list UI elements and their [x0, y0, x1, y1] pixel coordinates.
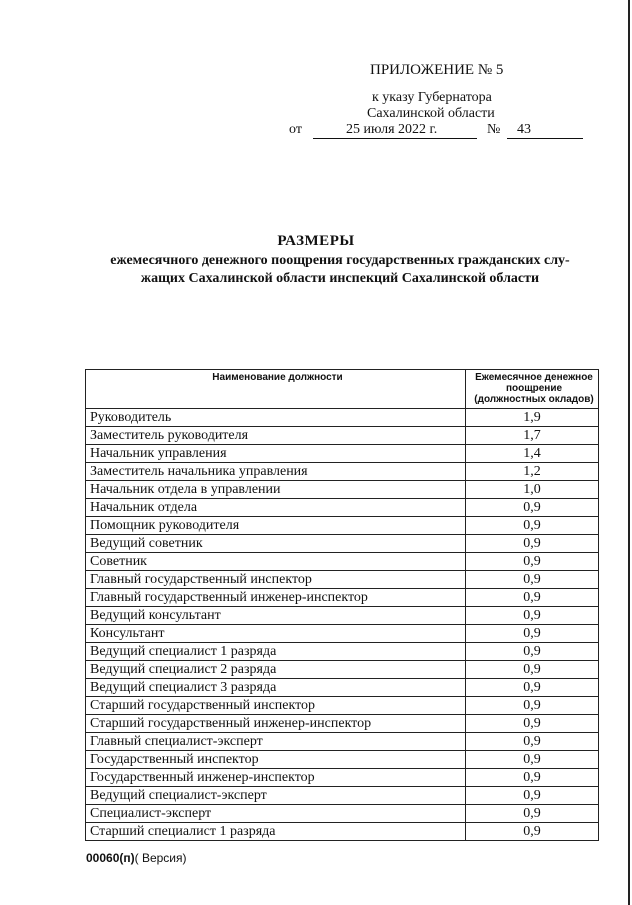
position-name-cell: Специалист-эксперт: [86, 805, 466, 823]
position-name-cell: Старший специалист 1 разряда: [86, 823, 466, 841]
table-row: [86, 445, 599, 463]
position-name-cell: Ведущий специалист 2 разряда: [86, 661, 466, 679]
table-row: [86, 607, 599, 625]
position-name-cell: Помощник руководителя: [86, 517, 466, 535]
table-row: [86, 733, 599, 751]
table-row: [86, 769, 599, 787]
subtitle-line-2: жащих Сахалинской области инспекций Сахалинской области: [140, 271, 540, 286]
attachment-label: ПРИЛОЖЕНИЕ № 5: [370, 62, 504, 78]
position-name-cell: Советник: [86, 553, 466, 571]
bonus-value-cell: 0,9: [466, 517, 599, 535]
decree-reference: [367, 90, 495, 122]
table-row: [86, 625, 599, 643]
position-name-cell: Главный государственный инспектор: [86, 571, 466, 589]
position-name-cell: Начальник управления: [86, 445, 466, 463]
table-header-row: [86, 370, 599, 409]
table-row: [86, 589, 599, 607]
position-name-cell: Руководитель: [86, 409, 466, 427]
bonus-value-cell: 0,9: [466, 571, 599, 589]
bonus-value-cell: 1,4: [466, 445, 599, 463]
bonus-value-cell: 0,9: [466, 607, 599, 625]
bonus-value-cell: 0,9: [466, 553, 599, 571]
bonus-value-cell: 0,9: [466, 787, 599, 805]
number-label: №: [487, 122, 501, 137]
table-row: [86, 499, 599, 517]
bonus-value-cell: 0,9: [466, 625, 599, 643]
position-name-cell: Ведущий советник: [86, 535, 466, 553]
bonus-value-cell: 1,7: [466, 427, 599, 445]
table-row: [86, 661, 599, 679]
table-row: [86, 643, 599, 661]
position-name-cell: Ведущий консультант: [86, 607, 466, 625]
bonus-value-cell: 0,9: [466, 535, 599, 553]
bonus-value-cell: 0,9: [466, 697, 599, 715]
position-name-cell: Начальник отдела в управлении: [86, 481, 466, 499]
bonus-value-cell: 0,9: [466, 823, 599, 841]
bonus-value-cell: 0,9: [466, 661, 599, 679]
bonus-value-cell: 1,0: [466, 481, 599, 499]
bonus-value-cell: 0,9: [466, 769, 599, 787]
table-row: [86, 805, 599, 823]
header-bonus: Ежемесячное денежное поощрение (должностных окладов): [466, 370, 599, 409]
footer-code: [86, 851, 187, 865]
table-row: [86, 463, 599, 481]
from-label: от: [289, 122, 302, 137]
footer-version: ( Версия): [134, 851, 187, 865]
table-row: [86, 481, 599, 499]
table-row: [86, 409, 599, 427]
bonus-value-cell: 1,2: [466, 463, 599, 481]
bonus-value-cell: 0,9: [466, 751, 599, 769]
table-row: [86, 517, 599, 535]
table-row: [86, 427, 599, 445]
subtitle-line-1: ежемесячного денежного поощрения государственных гражданских слу-: [110, 253, 570, 268]
table-row: [86, 823, 599, 841]
header-position-name: Наименование должности: [86, 370, 466, 409]
position-name-cell: Ведущий специалист 1 разряда: [86, 643, 466, 661]
position-name-cell: Старший государственный инженер-инспектор: [86, 715, 466, 733]
footer-id: 00060(п): [86, 851, 135, 865]
table-row: [86, 751, 599, 769]
table-row: [86, 571, 599, 589]
position-name-cell: Главный специалист-эксперт: [86, 733, 466, 751]
position-name-cell: Заместитель начальника управления: [86, 463, 466, 481]
position-name-cell: Старший государственный инспектор: [86, 697, 466, 715]
position-name-cell: Консультант: [86, 625, 466, 643]
table-row: [86, 787, 599, 805]
table-row: [86, 535, 599, 553]
position-name-cell: Главный государственный инженер-инспектор: [86, 589, 466, 607]
bonus-value-cell: 0,9: [466, 805, 599, 823]
document-subtitle: [80, 252, 600, 288]
position-name-cell: Государственный инспектор: [86, 751, 466, 769]
decree-date: 25 июля 2022 г.: [346, 122, 438, 137]
decree-line-1: к указу Губернатора: [372, 90, 492, 105]
page-edge-line: [628, 0, 630, 905]
table-row: [86, 679, 599, 697]
decree-date-row: [289, 122, 589, 142]
bonus-value-cell: 0,9: [466, 679, 599, 697]
bonus-value-cell: 0,9: [466, 733, 599, 751]
bonus-value-cell: 1,9: [466, 409, 599, 427]
bonus-value-cell: 0,9: [466, 715, 599, 733]
positions-table: [85, 369, 599, 841]
table-row: [86, 553, 599, 571]
bonus-value-cell: 0,9: [466, 589, 599, 607]
bonus-value-cell: 0,9: [466, 643, 599, 661]
decree-number: 43: [517, 122, 531, 137]
table-body: [86, 409, 599, 841]
position-name-cell: Государственный инженер-инспектор: [86, 769, 466, 787]
position-name-cell: Ведущий специалист 3 разряда: [86, 679, 466, 697]
decree-line-2: Сахалинской области: [367, 106, 495, 121]
table-row: [86, 697, 599, 715]
position-name-cell: Начальник отдела: [86, 499, 466, 517]
bonus-value-cell: 0,9: [466, 499, 599, 517]
table-row: [86, 715, 599, 733]
position-name-cell: Заместитель руководителя: [86, 427, 466, 445]
position-name-cell: Ведущий специалист-эксперт: [86, 787, 466, 805]
document-title: РАЗМЕРЫ: [277, 233, 355, 249]
